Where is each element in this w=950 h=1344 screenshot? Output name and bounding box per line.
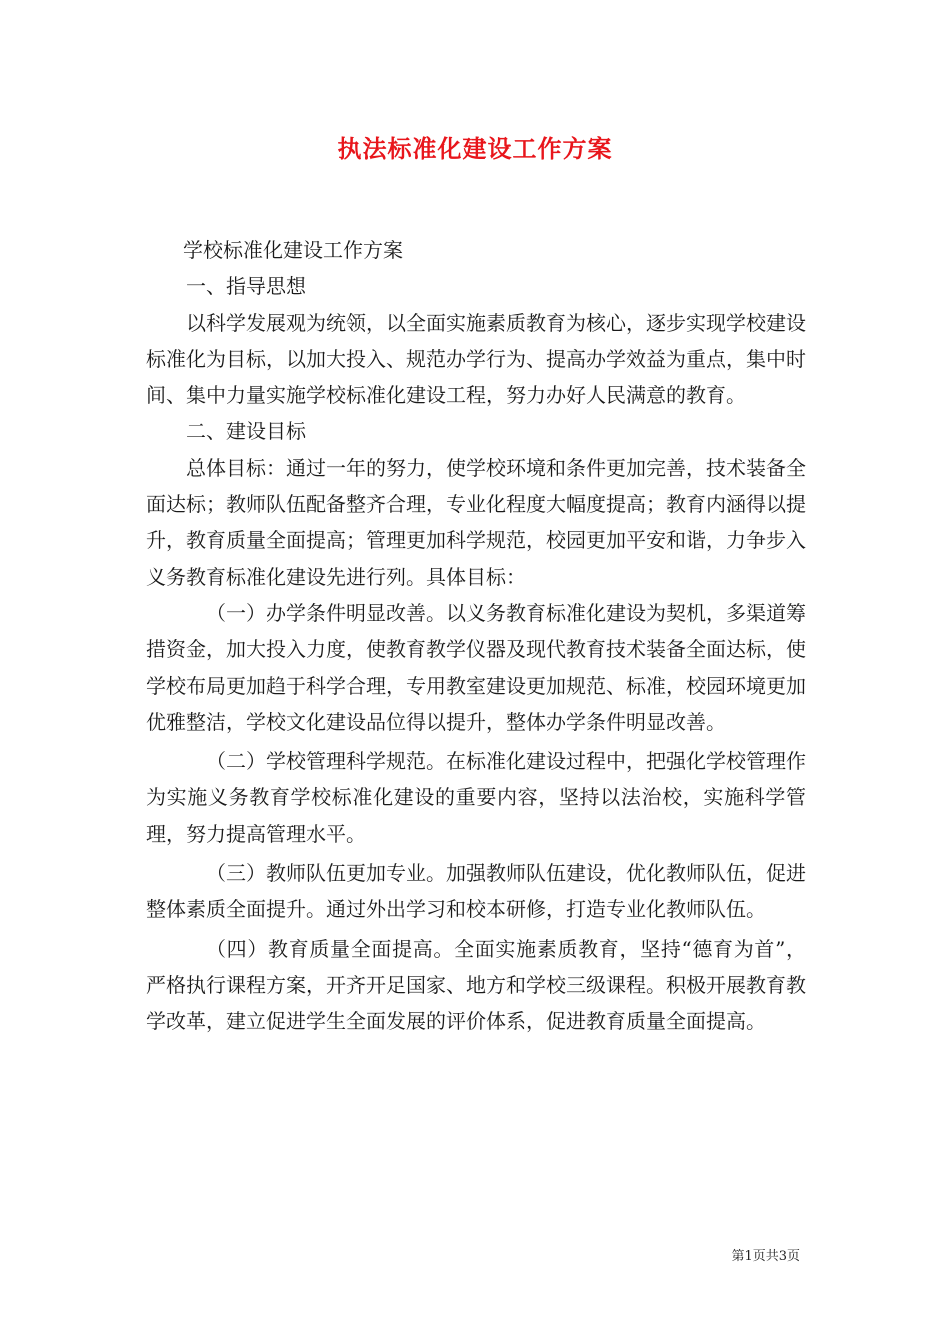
- paragraph-goal-1: （一）办学条件明显改善。以义务教育标准化建设为契机，多渠道筹措资金，加大投入力度，使教育教学仪器及现代教育技术装备全面达标，使学校布局更加趋于科学合理，专用教室建设更加规范、标准，校园环境更加优雅整洁，学校文化建设品位得以提升，整体办学条件明显改善。: [146, 600, 806, 734]
- document-title: 执法标准化建设工作方案: [337, 134, 613, 163]
- document-body: [146, 232, 806, 1040]
- section-heading-construction-goals: 二、建设目标: [186, 419, 306, 444]
- subtitle-paragraph: 学校标准化建设工作方案: [183, 238, 403, 262]
- page-number-footer: 第1页共3页: [731, 1249, 800, 1264]
- paragraph-guiding-ideology: 以科学发展观为统领，以全面实施素质教育为核心，逐步实现学校建设标准化为目标，以加大投入、规范办学行为、提高办学效益为重点，集中时间、集中力量实施学校标准化建设工程，努力办好人民满意的教育。: [146, 310, 806, 408]
- paragraph-goal-4: （四）教育质量全面提高。全面实施素质教育，坚持“德育为首”，严格执行课程方案，开齐开足国家、地方和学校三级课程。积极开展教育教学改革，建立促进学生全面发展的评价体系，促进教育质量全面提高。: [146, 936, 806, 1034]
- section-heading-guiding-ideology: 一、指导思想: [186, 274, 306, 299]
- paragraph-goal-2: （二）学校管理科学规范。在标准化建设过程中，把强化学校管理作为实施义务教育学校标准化建设的重要内容，坚持以法治校，实施科学管理，努力提高管理水平。: [146, 749, 806, 846]
- paragraph-goal-3: （三）教师队伍更加专业。加强教师队伍建设，优化教师队伍，促进整体素质全面提升。通过外出学习和校本研修，打造专业化教师队伍。: [146, 861, 806, 922]
- paragraph-overall-goal: 总体目标：通过一年的努力，使学校环境和条件更加完善，技术装备全面达标；教师队伍配备整齐合理，专业化程度大幅度提高；教育内涵得以提升，教育质量全面提高；管理更加科学规范，校园更加平安和谐，力争步入义务教育标准化建设先进行列。具体目标：: [146, 455, 806, 589]
